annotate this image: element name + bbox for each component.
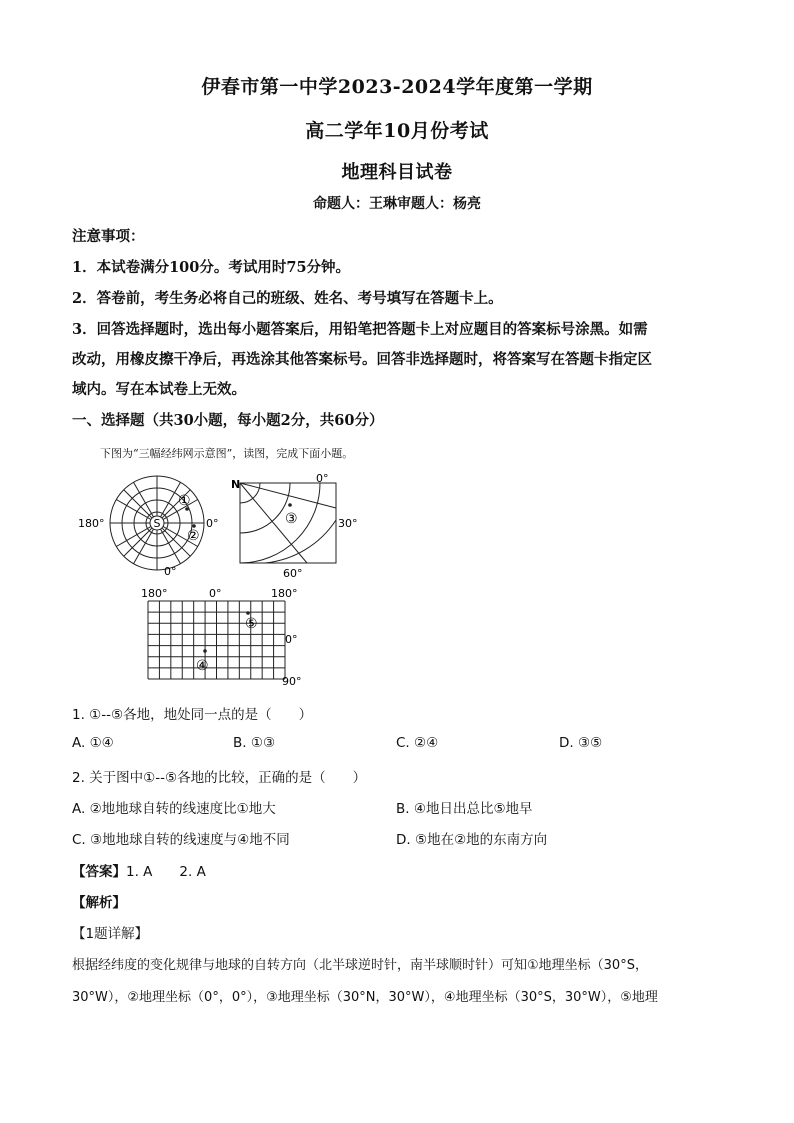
point-1-label: ① [178,493,191,509]
question-1-stem: 1. ①--⑤各地，地处同一点的是（ ） [72,707,313,723]
q2-option-c: C. ③地地球自转的线速度与④地不同 [72,832,290,848]
polar-bottom-label: 0° [164,565,177,578]
quadrant-top-label: 0° [316,472,329,485]
polar-center-label: S [153,517,161,530]
analysis-para-line1: 根据经纬度的变化规律与地球的自转方向（北半球逆时针，南半球顺时针）可知①地理坐标（30°S， [72,958,648,973]
grid-right-mid-label: 0° [285,633,298,646]
section-heading: 一、选择题（共30小题，每小题2分，共60分） [72,412,384,429]
answer-text: 1. A 2. A [126,864,206,880]
note-3-line3: 域内。写在本试卷上无效。 [72,381,246,398]
grid-top-mid-label: 0° [209,587,222,600]
point-2-label: ② [187,528,200,544]
subject-title: 地理科目试卷 [341,162,453,183]
quadrant-right-label: 30° [338,517,358,530]
note-1: 1．本试卷满分100分。考试用时75分钟。 [72,259,351,276]
figure-intro: 下图为“三幅经纬网示意图”，读图，完成下面小题。 [100,447,354,460]
q1-option-a: A. ①④ [72,735,114,751]
grid-right-bottom-label: 90° [282,675,302,688]
question-2-stem: 2. 关于图中①--⑤各地的比较，正确的是（ ） [72,770,367,786]
analysis-label: 【解析】 [72,895,126,911]
point-4-label: ④ [196,658,209,674]
answer-line [72,860,206,880]
polar-left-label: 180° [78,517,105,530]
q2-option-d: D. ⑤地在②地的东南方向 [396,832,548,848]
exam-subtitle: 高二学年10月份考试 [305,120,489,142]
quadrant-bottom-label: 60° [283,567,303,580]
q2-option-a: A. ②地地球自转的线速度比①地大 [72,801,276,817]
authors-line: 命题人：王琳审题人：杨亮 [313,196,481,212]
polar-right-label: 0° [206,517,219,530]
note-3-line2: 改动，用橡皮擦干净后，再选涂其他答案标号。回答非选择题时，将答案写在答题卡指定区 [72,351,652,368]
q2-option-b: B. ④地日出总比⑤地早 [396,801,533,817]
note-3-line1: 3．回答选择题时，选出每小题答案后，用铅笔把答题卡上对应题目的答案标号涂黑。如需 [72,321,648,338]
graticule-figure [75,465,375,690]
quadrant-corner-label: N [231,478,241,491]
grid-diagram [148,601,285,679]
point-3-label: ③ [285,511,298,527]
analysis-para-line2: 30°W），②地理坐标（0°，0°），③地理坐标（30°N，30°W），④地理坐标（30°S，30°W），⑤地理 [72,990,658,1005]
note-2: 2．答卷前，考生务必将自己的班级、姓名、考号填写在答题卡上。 [72,290,503,307]
grid-top-right-label: 180° [271,587,298,600]
notes-heading: 注意事项： [72,228,145,245]
grid-top-left-label: 180° [141,587,168,600]
q1-option-b: B. ①③ [233,735,276,751]
q1-option-d: D. ③⑤ [559,735,603,751]
point-5-label: ⑤ [245,616,258,632]
exam-title: 伊春市第一中学2023-2024学年度第一学期 [201,76,593,98]
q1-option-c: C. ②④ [396,735,439,751]
q1-detail-label: 【1题详解】 [72,926,149,942]
answer-label: 【答案】 [72,864,126,880]
